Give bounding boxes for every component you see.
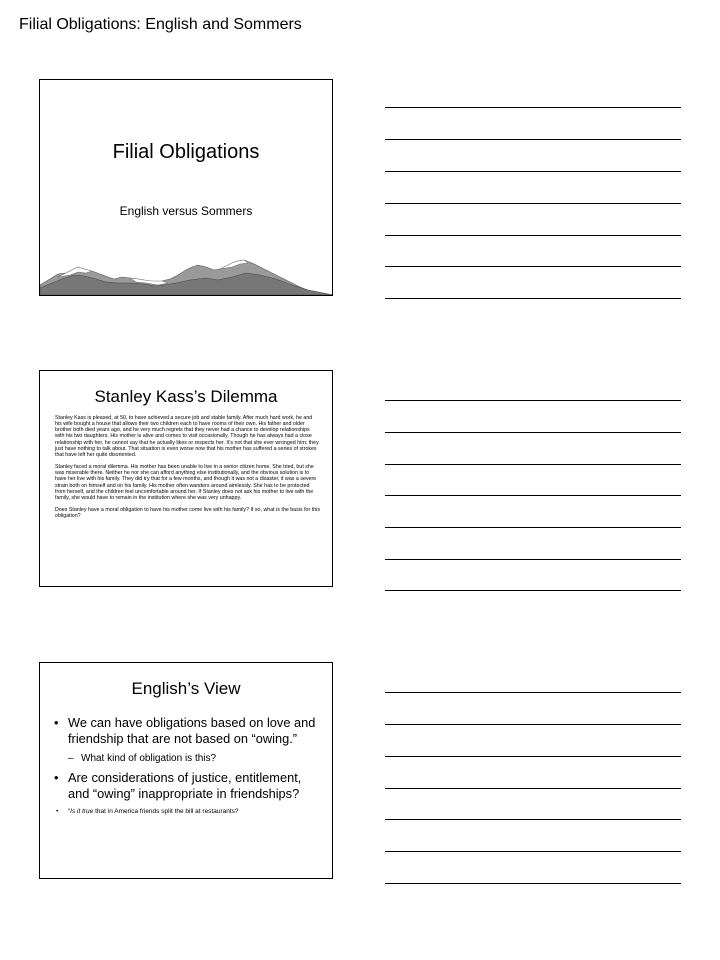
bullet-icon: • (54, 715, 59, 730)
page-header: Filial Obligations: English and Sommers (19, 16, 302, 33)
note-line (385, 495, 681, 496)
note-line (385, 464, 681, 465)
slide-1-subtitle: English versus Sommers (119, 204, 253, 218)
note-line (385, 432, 681, 433)
dash-icon: – (68, 753, 74, 764)
note-line (385, 883, 681, 884)
note-line (385, 266, 681, 267)
slide-2-stanley-kass (39, 370, 333, 587)
bullet-text: Are considerations of justice, entitlement, and “owing” inappropriate in friendships? (68, 770, 302, 801)
note-line (385, 756, 681, 757)
note-line (385, 298, 681, 299)
note-line (385, 235, 681, 236)
sub-bullet-item (54, 752, 322, 765)
small-bullet-text: that in America friends split the bill at restaurants? (93, 808, 239, 815)
italic-text: Is it true (70, 808, 94, 815)
slide-3-bullet-list (54, 715, 322, 816)
small-bullet-icon: • (56, 808, 59, 815)
bullet-icon: • (54, 770, 59, 785)
note-line (385, 851, 681, 852)
note-line (385, 139, 681, 140)
note-line (385, 400, 681, 401)
note-line (385, 788, 681, 789)
slide-2-title: Stanley Kass’s Dilemma (94, 387, 278, 406)
bullet-item (54, 770, 322, 802)
slide-1-title: Filial Obligations (112, 141, 260, 163)
slide-2-paragraph: Does Stanley have a moral obligation to have his mother come live with his family? If so, what is the basis for this obligation? (55, 507, 320, 520)
slide-1-title-slide (39, 79, 333, 296)
bullet-text: We can have obligations based on love and friendship that are not based on “owing.” (68, 715, 316, 746)
note-line (385, 819, 681, 820)
slide-2-paragraph: Stanley faced a moral dilemma. His mother has been unable to live in a senior citizen home. She tried, but she was miserable there. Neither he nor she can afford anything else institutionally, and the obvious solution is to have her live with his family. They did try that for a few months, and though it was not a disaster, it was a severe strain both on himself and on his family. His mother often wanders around aimlessly. She has to be protected from herself, and the children feel uncomfortable around her. If Stanley does not ask his mother to live with the family, she would have to remain in the institution where she was very unhappy. (55, 464, 317, 501)
note-line (385, 692, 681, 693)
open-quote: “ (68, 808, 71, 815)
note-line (385, 724, 681, 725)
note-line (385, 527, 681, 528)
note-line (385, 171, 681, 172)
small-bullet-item (54, 807, 322, 816)
note-line (385, 559, 681, 560)
slide-2-paragraph: Stanley Kass is pleased, at 50, to have achieved a secure job and stable family. After much hard work, he and his wife bought a house that allows their two children each to have rooms of their own. His father and older brother both died years ago, and he very much regrets that they never had a chance to develop relationships with his two daughters. His mother is alive and comes to visit occasionally. Though he has always had a close relationship with her, he cannot say that he actually likes or respects her. It’s not that she ever wronged him; they just have nothing to talk about. That situation is even worse now that his mother has suffered a series of strokes that have left her quite disoriented. (55, 415, 319, 458)
slide-3-title: English’s View (131, 679, 241, 698)
bullet-item (54, 715, 322, 747)
note-line (385, 107, 681, 108)
mountain-range-image (40, 255, 333, 295)
note-line (385, 590, 681, 591)
slide-2-body (55, 415, 320, 525)
note-line (385, 203, 681, 204)
slide-3-englishs-view (39, 662, 333, 879)
sub-bullet-text: What kind of obligation is this? (81, 753, 217, 764)
